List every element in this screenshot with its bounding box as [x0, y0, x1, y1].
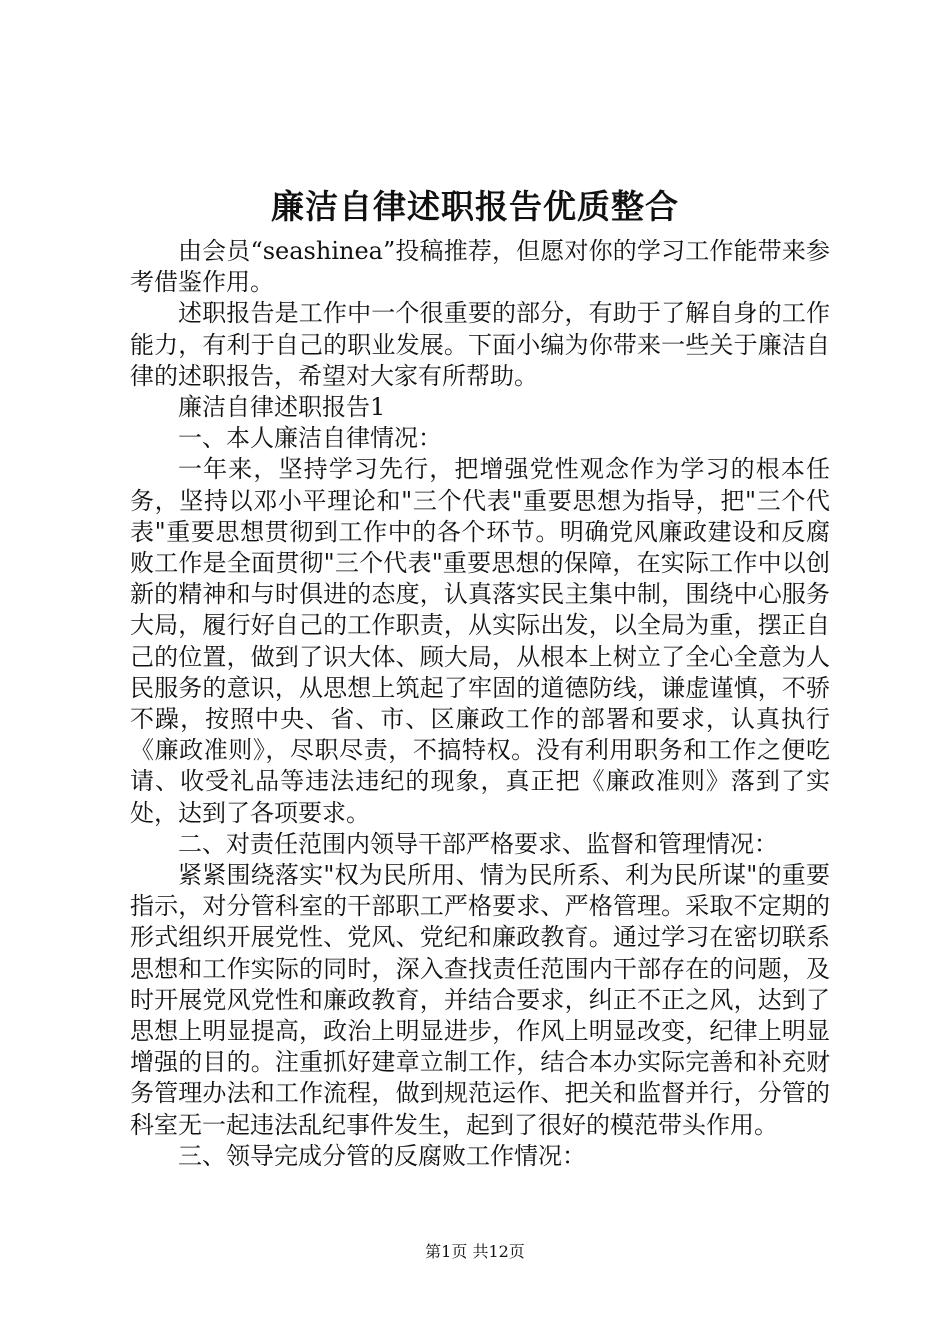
- report-heading: 廉洁自律述职报告1: [178, 393, 386, 422]
- paragraph-preface: 述职报告是工作中一个很重要的部分，有助于了解自身的工作能力，有利于自己的职业发展。下面小编为你带来一些关于廉洁自律的述职报告，希望对大家有所帮助。: [130, 299, 830, 390]
- paragraph-intro: 由会员“seashinea”投稿推荐，但愿对你的学习工作能带来参考借鉴作用。: [130, 237, 830, 297]
- paragraph-section-1: 一年来，坚持学习先行，把增强党性观念作为学习的根本任务，坚持以邓小平理论和"三个代表"重要思想为指导，把"三个代表"重要思想贯彻到工作中的各个环节。明确党风廉政建设和反腐败工作是全面贯彻"三个代表"重要思想的保障，在实际工作中以创新的精神和与时俱进的态度，认真落实民主集中制，围绕中心服务大局，履行好自己的工作职责，从实际出发，以全局为重，摆正自己的位置，做到了识大体、顾大局，从根本上树立了全心全意为人民服务的意识，从思想上筑起了牢固的道德防线，谦虚谨慎，不骄不躁，按照中央、省、市、区廉政工作的部署和要求，认真执行《廉政准则》，尽职尽责，不搞特权。没有利用职务和工作之便吃请、收受礼品等违法违纪的现象，真正把《廉政准则》落到了实处，达到了各项要求。: [130, 455, 830, 827]
- document-title: 廉洁自律述职报告优质整合: [271, 187, 679, 226]
- section-heading-1: 一、本人廉洁自律情况：: [178, 424, 442, 453]
- document-body: [130, 236, 830, 1172]
- section-heading-2: 二、对责任范围内领导干部严格要求、监督和管理情况：: [178, 829, 778, 858]
- section-heading-3: 三、领导完成分管的反腐败工作情况：: [178, 1141, 586, 1170]
- page-footer: 第1页 共12页: [425, 1242, 525, 1261]
- paragraph-section-2: 紧紧围绕落实"权为民所用、情为民所系、利为民所谋"的重要指示，对分管科室的干部职工严格要求、严格管理。采取不定期的形式组织开展党性、党风、党纪和廉政教育。通过学习在密切联系思想和工作实际的同时，深入查找责任范围内干部存在的问题，及时开展党风党性和廉政教育，并结合要求，纠正不正之风，达到了思想上明显提高，政治上明显进步，作风上明显改变，纪律上明显增强的目的。注重抓好建章立制工作，结合本办实际完善和补充财务管理办法和工作流程，做到规范运作、把关和监督并行，分管的科室无一起违法乱纪事件发生，起到了很好的模范带头作用。: [130, 861, 830, 1139]
